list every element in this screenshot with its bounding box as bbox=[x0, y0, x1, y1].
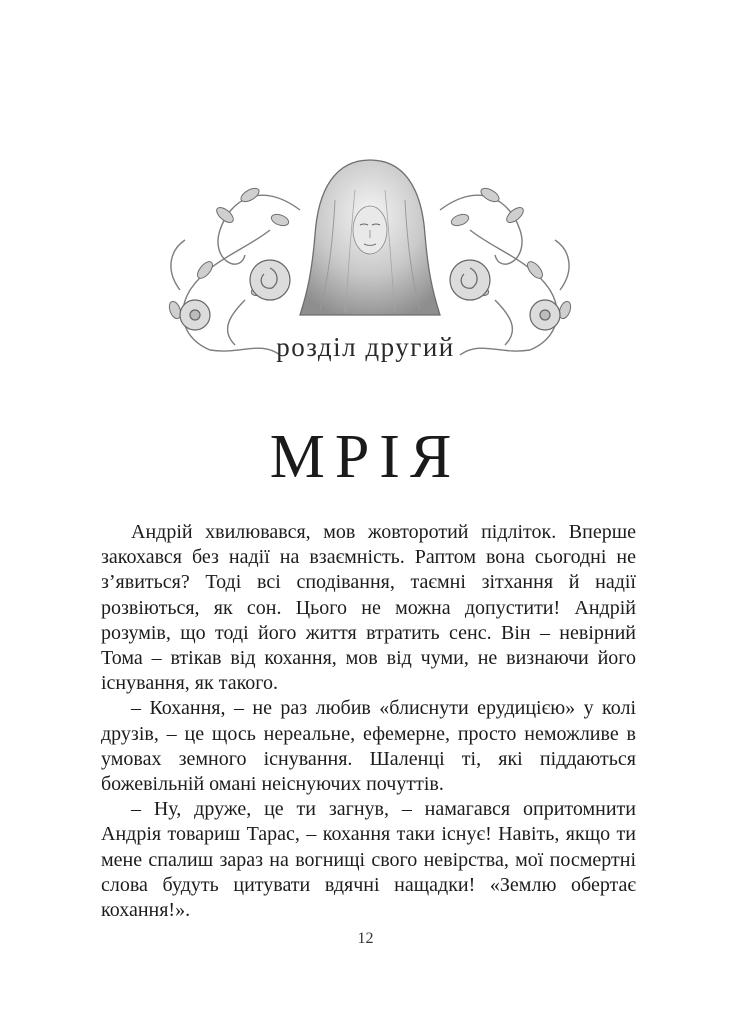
paragraph: Андрій хвилювався, мов жовторотий підліток. Вперше закохався без надії на взаємність. Раптом вона сьогодні не з’явиться? Тоді всі сподівання, таємні зітхання й надії розвіються, як сон. Цього не можна допустити! Андрій розумів, що тоді його життя втратить сенс. Він – невірний Тома – втікав від кохання, мов від чуми, не визнаючи його існування, як такого. bbox=[101, 521, 636, 695]
veiled-woman-figure bbox=[300, 160, 440, 315]
chapter-subtitle: розділ другий bbox=[276, 332, 455, 362]
paragraph: – Кохання, – не раз любив «блиснути ерудицією» у колі друзів, – це щось нереальне, ефемерне, просто неможливе в умовах земного існування. Шаленці ті, які піддаються божевільній омані неіснуючих почуттів. bbox=[101, 697, 636, 796]
body-text bbox=[101, 520, 636, 923]
chapter-title: МРІЯ bbox=[269, 422, 462, 491]
page-number: 12 bbox=[357, 930, 374, 947]
paragraph: – Ну, друже, це ти загнув, – намагався опритомнити Андрія товариш Тарас, – кохання таки існує! Навіть, якщо ти мене спалиш зараз на вогнищі свого невірства, мої посмертні слова будуть цитувати вдячні нащадки! «Землю обертає кохання!». bbox=[101, 798, 636, 922]
